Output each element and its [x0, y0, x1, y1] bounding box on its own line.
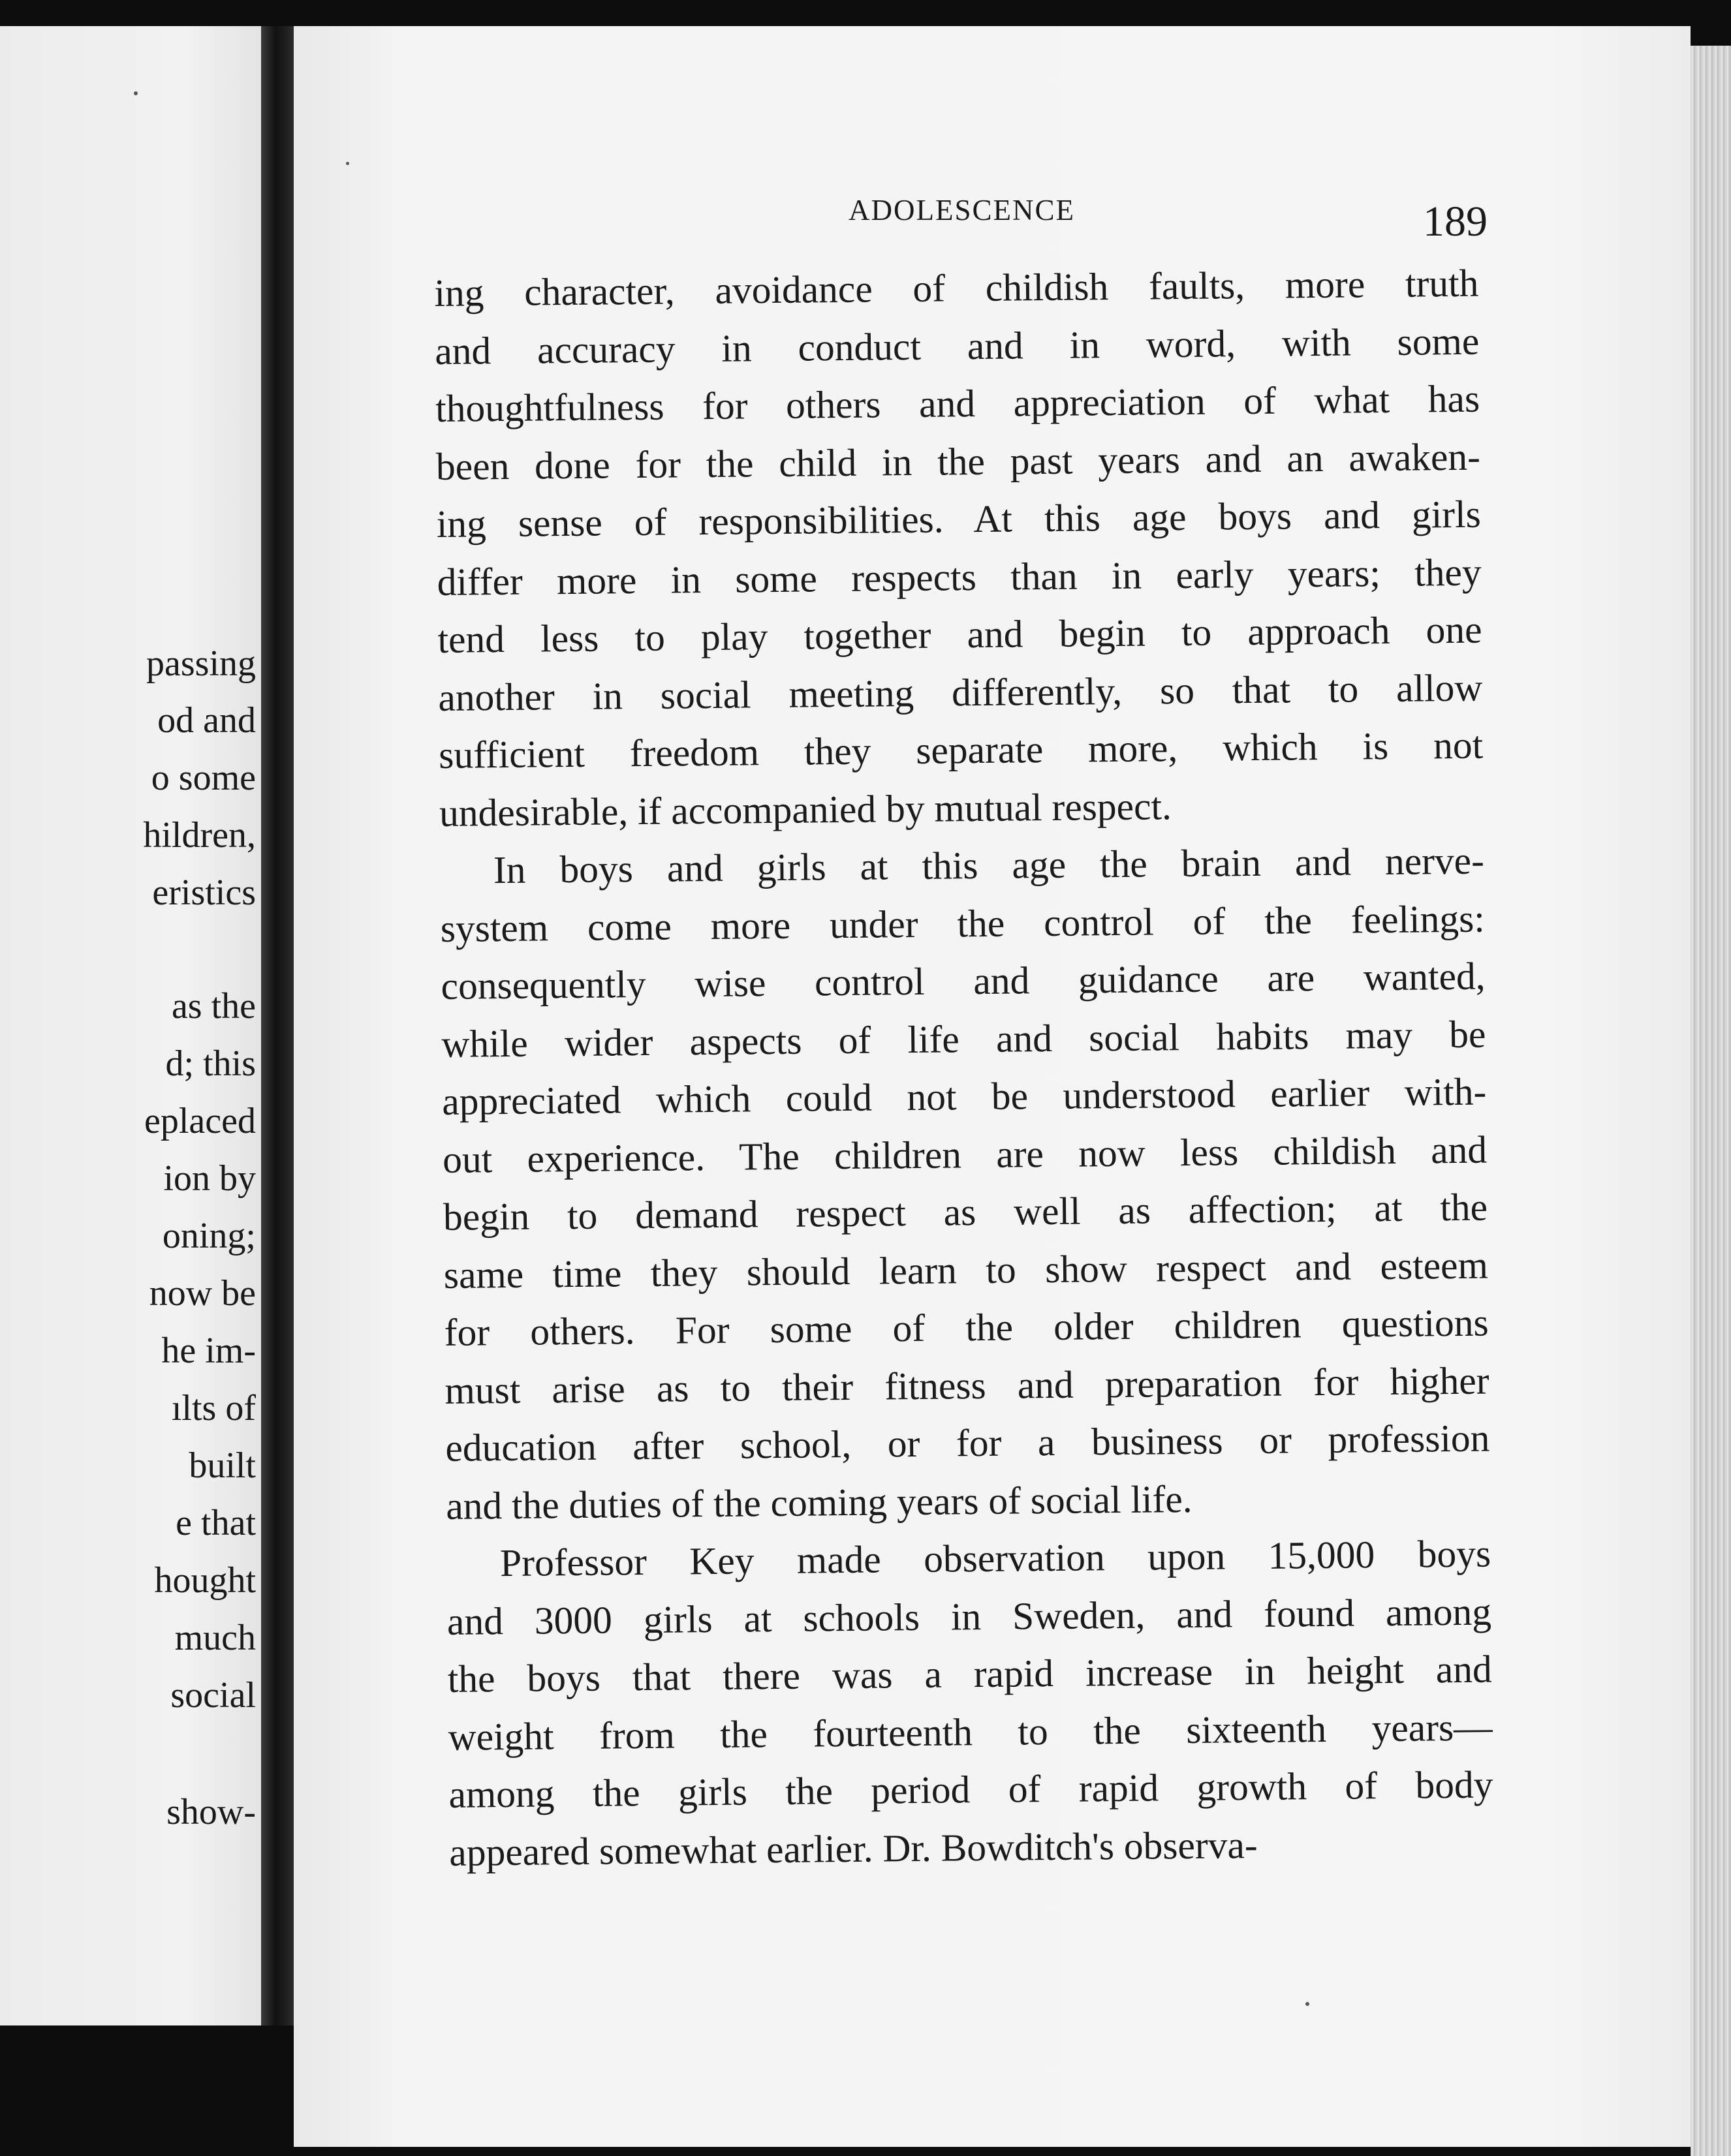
text-line: system come more under the control of the feelings: — [440, 897, 1486, 950]
left-page-line: eristics — [152, 872, 256, 913]
running-head: ADOLESCENCE — [849, 194, 1075, 226]
paragraph — [439, 832, 1490, 1535]
left-page-line: od and — [157, 700, 256, 741]
text-line: Professor Key made observation upon 15,000 boys — [499, 1532, 1491, 1585]
speck — [346, 162, 349, 165]
text-line: appeared somewhat earlier. Dr. Bowditch's observa- — [449, 1823, 1258, 1874]
left-page-line: now be — [149, 1273, 256, 1314]
left-page-line: ion by — [163, 1158, 256, 1199]
left-page-line: hought — [154, 1560, 256, 1601]
text-line: been done for the child in the past years and an awaken- — [435, 435, 1481, 488]
left-page-line: o some — [151, 758, 256, 798]
text-line: thoughtfulness for others and appreciation of what has — [435, 377, 1480, 430]
speck — [1305, 2002, 1309, 2006]
left-page-line: d; this — [165, 1043, 256, 1084]
left-page-line: ılts of — [171, 1388, 256, 1428]
text-line: differ more in some respects than in early years; they — [437, 550, 1482, 604]
text-line: the boys that there was a rapid increase in height and — [447, 1647, 1493, 1701]
book-gutter — [261, 26, 294, 2025]
text-line: and accuracy in conduct and in word, with some — [434, 319, 1480, 373]
text-line: same time they should learn to show respect and esteem — [443, 1243, 1489, 1297]
text-line: must arise as to their fitness and preparation for higher — [444, 1359, 1489, 1412]
left-page-line: eplaced — [144, 1101, 256, 1141]
paragraph — [434, 254, 1484, 842]
text-line: In boys and girls at this age the brain and nerve- — [493, 839, 1485, 892]
text-line: undesirable, if accompanied by mutual respect. — [439, 784, 1172, 835]
left-page-line: much — [174, 1618, 256, 1658]
speck — [134, 91, 138, 95]
left-page-line: as the — [171, 986, 256, 1026]
text-line: for others. For some of the older children questions — [444, 1301, 1489, 1354]
text-line: out experience. The children are now less childish and — [442, 1128, 1488, 1181]
left-page-line: social — [170, 1675, 256, 1716]
left-page — [0, 26, 261, 2025]
page-edges — [1691, 46, 1731, 2156]
left-page-line: oning; — [162, 1216, 256, 1256]
page-number: 189 — [1423, 198, 1488, 245]
left-page-line: passing — [146, 643, 256, 684]
left-page-line: e that — [176, 1503, 256, 1543]
paragraph — [446, 1525, 1494, 1881]
left-page-line: built — [189, 1445, 256, 1486]
text-line: weight from the fourteenth to the sixteenth years— — [448, 1705, 1493, 1759]
text-line: consequently wise control and guidance are wanted, — [441, 954, 1486, 1008]
text-line: ing sense of responsibilities. At this age boys and girls — [436, 492, 1482, 546]
text-line: ing character, avoidance of childish faults, more truth — [434, 261, 1479, 315]
text-line: appreciated which could not be understood earlier with- — [441, 1070, 1487, 1123]
text-line: and 3000 girls at schools in Sweden, and found among — [446, 1590, 1492, 1643]
left-page-line: he im- — [161, 1331, 256, 1371]
text-line: and the duties of the coming years of social life. — [445, 1477, 1193, 1528]
text-line: begin to demand respect as well as affection; at the — [443, 1185, 1488, 1239]
body-text — [434, 254, 1494, 1881]
text-line: another in social meeting differently, so that to allow — [438, 666, 1483, 719]
text-line: while wider aspects of life and social habits may be — [441, 1012, 1486, 1066]
text-line: education after school, or for a business or profession — [445, 1416, 1490, 1470]
text-line: sufficient freedom they separate more, which is not — [438, 723, 1484, 777]
text-line: tend less to play together and begin to approach one — [437, 608, 1482, 661]
left-page-line: hildren, — [143, 815, 256, 855]
left-page-line: show- — [166, 1792, 256, 1832]
text-line: among the girls the period of rapid growth of body — [448, 1763, 1493, 1816]
